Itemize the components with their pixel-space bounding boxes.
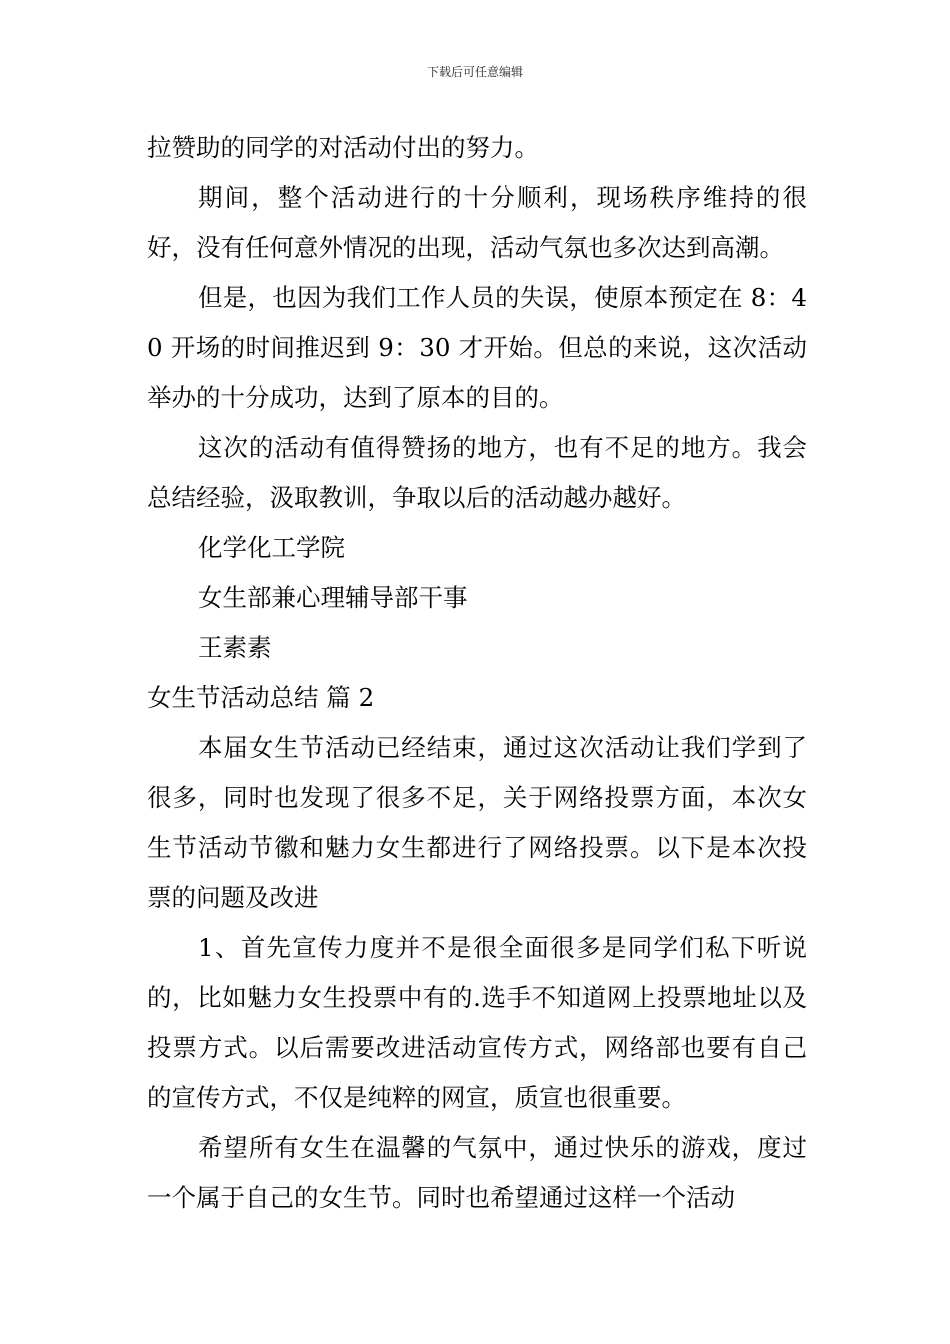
signature-role: 女生部兼心理辅导部干事 (198, 583, 468, 612)
signature-department: 化学化工学院 (198, 533, 345, 562)
paragraph-hope: 希望所有女生在温馨的气氛中，通过快乐的游戏，度过一个属于自己的女生节。同时也希望通过这样一个活动 (147, 1133, 807, 1212)
paragraph-delay: 但是，也因为我们工作人员的失误，使原本预定在 8：40 开场的时间推迟到 9：30 才开始。但总的来说，这次活动举办的十分成功，达到了原本的目的。 (147, 283, 807, 412)
signature-name: 王素素 (198, 633, 272, 662)
paragraph-intro: 本届女生节活动已经结束，通过这次活动让我们学到了很多，同时也发现了很多不足，关于网络投票方面，本次女生节活动节徽和魅力女生都进行了网络投票。以下是本次投票的问题及改进 (147, 733, 807, 912)
paragraph-conclusion: 这次的活动有值得赞扬的地方，也有不足的地方。我会总结经验，汲取教训，争取以后的活动越办越好。 (147, 433, 807, 512)
document-body (147, 123, 807, 1223)
paragraph-sponsor-thanks: 拉赞助的同学的对活动付出的努力。 (147, 133, 539, 162)
paragraph-point-1: 1、首先宣传力度并不是很全面很多是同学们私下听说的，比如魅力女生投票中有的.选手不知道网上投票地址以及投票方式。以后需要改进活动宣传方式，网络部也要有自己的宣传方式，不仅是纯粹的网宣，质宣也很重要。 (147, 933, 807, 1112)
page-header: 下载后可任意编辑 (426, 65, 523, 79)
paragraph-smooth-progress: 期间，整个活动进行的十分顺利，现场秩序维持的很好，没有任何意外情况的出现，活动气氛也多次达到高潮。 (147, 183, 807, 262)
section-heading: 女生节活动总结 篇 2 (147, 683, 375, 712)
